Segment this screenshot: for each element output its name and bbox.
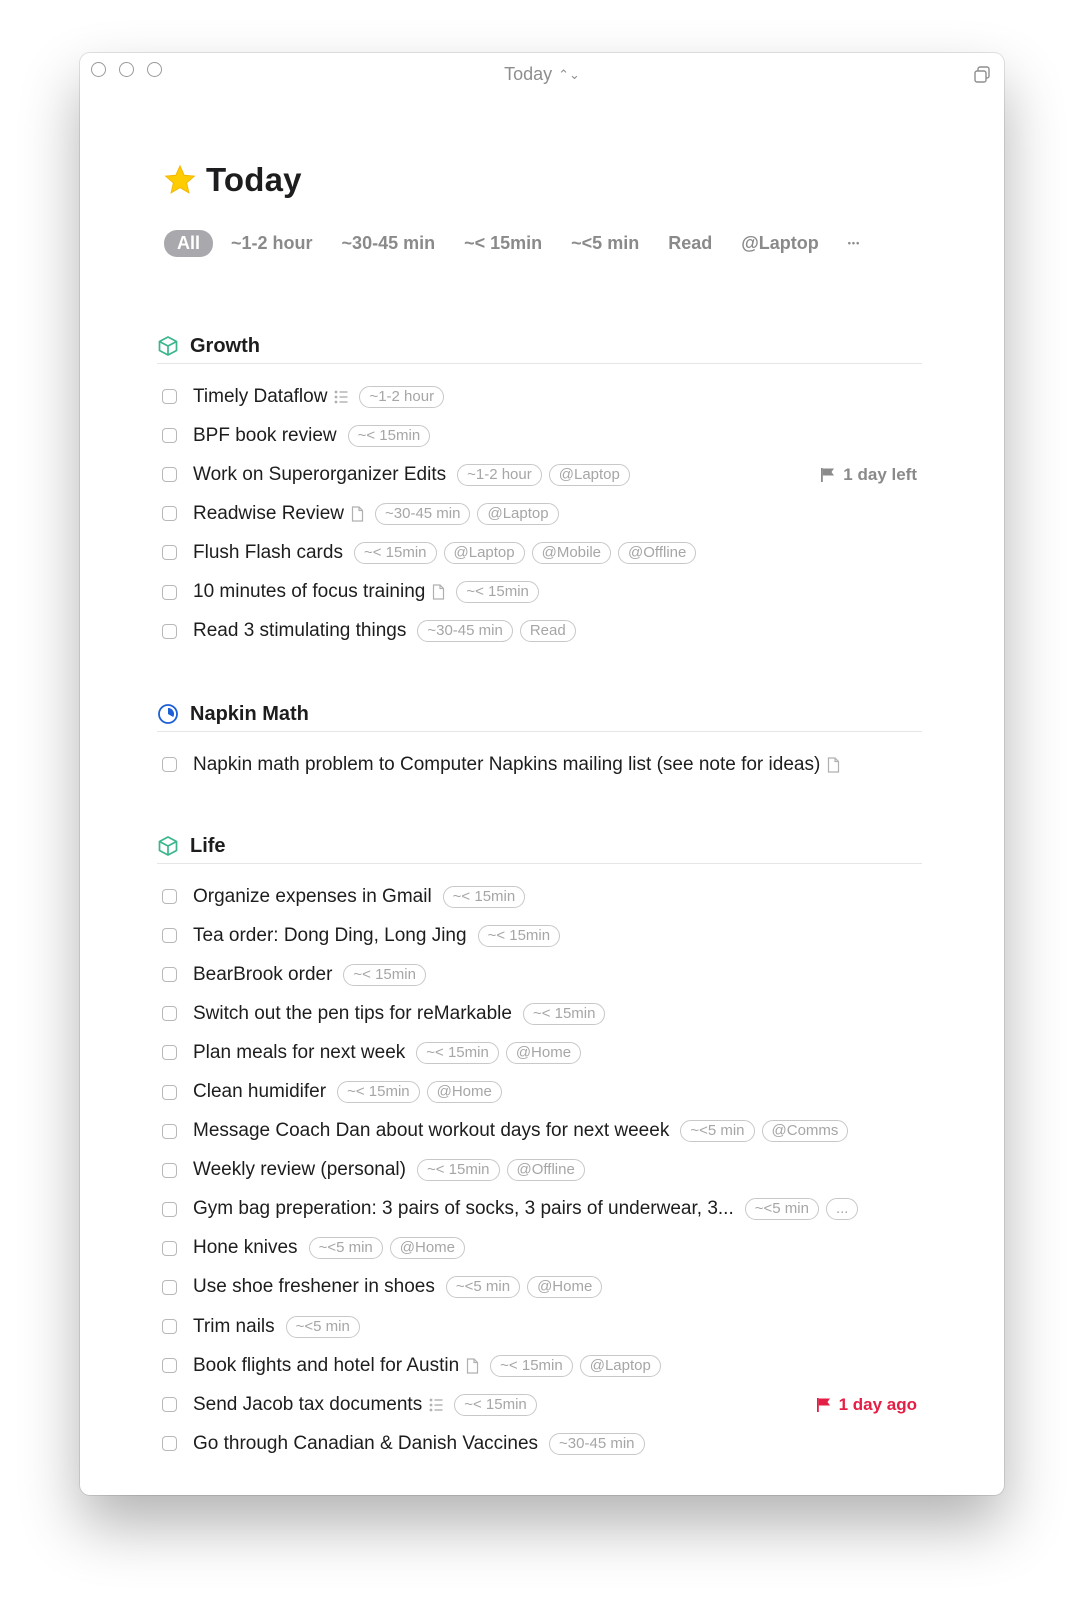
tag-pill[interactable]: @Laptop <box>549 464 630 486</box>
note-icon <box>827 757 840 773</box>
tag-pill[interactable]: @Offline <box>507 1159 585 1181</box>
task-title: Readwise Review <box>193 502 345 524</box>
task-tags <box>375 503 566 525</box>
tag-pill[interactable]: @Home <box>390 1237 465 1259</box>
task-row[interactable] <box>157 1307 922 1346</box>
tag-pill[interactable]: ~<5 min <box>286 1316 360 1338</box>
task-checkbox[interactable] <box>162 428 177 443</box>
task-row[interactable] <box>157 1190 922 1229</box>
tag-pill[interactable]: ~< 15min <box>456 581 539 603</box>
checklist-icon <box>429 1397 443 1413</box>
more-filters-icon[interactable]: ••• <box>847 238 861 248</box>
task-tags <box>309 1237 472 1259</box>
section-title: Napkin Math <box>190 702 309 725</box>
task-row[interactable] <box>157 533 922 572</box>
task-checkbox[interactable] <box>162 467 177 482</box>
task-checkbox[interactable] <box>162 1045 177 1060</box>
task-tags <box>745 1198 866 1220</box>
section-header[interactable] <box>157 329 922 364</box>
tag-pill[interactable]: ~< 15min <box>454 1394 537 1416</box>
task-checkbox[interactable] <box>162 506 177 521</box>
tag-pill[interactable]: @Home <box>527 1276 602 1298</box>
task-tags <box>343 964 433 986</box>
task-checkbox[interactable] <box>162 1280 177 1295</box>
tag-pill[interactable]: ~< 15min <box>478 925 561 947</box>
tag-pill[interactable]: Read <box>520 620 576 642</box>
tag-pill[interactable]: ~< 15min <box>417 1159 500 1181</box>
task-title: Send Jacob tax documents <box>193 1393 423 1415</box>
task-title: Book flights and hotel for Austin <box>193 1354 460 1376</box>
deadline-text: 1 day left <box>843 464 917 484</box>
task-row[interactable] <box>157 377 922 416</box>
task-row[interactable] <box>157 1112 922 1151</box>
task-row[interactable] <box>157 1151 922 1190</box>
task-tags <box>454 1394 544 1416</box>
task-row[interactable] <box>157 916 922 955</box>
task-tags <box>417 1159 592 1181</box>
task-title: Switch out the pen tips for reMarkable <box>193 1002 512 1024</box>
task-checkbox[interactable] <box>162 1163 177 1178</box>
tag-pill[interactable]: @Laptop <box>580 1355 661 1377</box>
tag-pill[interactable]: @Offline <box>618 542 696 564</box>
tag-pill[interactable]: ~< 15min <box>416 1042 499 1064</box>
task-row[interactable] <box>157 416 922 455</box>
project-progress-icon <box>157 703 179 725</box>
task-checkbox[interactable] <box>162 545 177 560</box>
task-tags <box>359 386 451 408</box>
tag-pill[interactable]: ~30-45 min <box>375 503 470 525</box>
page-title: Today <box>206 161 302 198</box>
section-life <box>157 829 922 1463</box>
task-title: BPF book review <box>193 424 337 446</box>
chevron-updown-icon: ⌃⌄ <box>558 67 580 82</box>
task-checkbox[interactable] <box>162 889 177 904</box>
deadline-text: 1 day ago <box>838 1394 917 1414</box>
task-checkbox[interactable] <box>162 967 177 982</box>
tag-pill[interactable]: ~< 15min <box>348 425 431 447</box>
task-tags <box>446 1276 609 1298</box>
task-row[interactable] <box>157 955 922 994</box>
filter-all[interactable]: All <box>164 230 213 257</box>
window-title: Today <box>504 64 553 84</box>
task-title: Timely Dataflow <box>193 385 328 407</box>
task-tags <box>680 1120 855 1142</box>
task-checkbox[interactable] <box>162 624 177 639</box>
section-growth <box>157 329 922 651</box>
task-checkbox[interactable] <box>162 928 177 943</box>
task-tags <box>549 1433 651 1455</box>
task-tags <box>523 1003 613 1025</box>
task-tags <box>456 581 546 603</box>
task-checkbox[interactable] <box>162 1397 177 1412</box>
tag-pill[interactable]: @Home <box>427 1081 502 1103</box>
task-tags <box>478 925 568 947</box>
window-title-switcher[interactable] <box>80 64 1004 85</box>
section-title: Growth <box>190 334 260 357</box>
filter-tag[interactable]: ~1-2 hour <box>231 232 313 253</box>
task-title: Work on Superorganizer Edits <box>193 463 447 485</box>
task-row[interactable] <box>157 1268 922 1307</box>
title-bar <box>80 53 1004 93</box>
app-window <box>80 53 1004 1495</box>
tag-pill[interactable]: ~< 15min <box>443 886 526 908</box>
page-heading <box>164 161 302 199</box>
section-title: Life <box>190 834 226 857</box>
task-row[interactable] <box>157 1385 922 1424</box>
task-row[interactable] <box>157 1072 922 1111</box>
tag-pill[interactable]: @Mobile <box>532 542 611 564</box>
task-checkbox[interactable] <box>162 389 177 404</box>
tag-pill[interactable]: ~<5 min <box>309 1237 383 1259</box>
task-row[interactable] <box>157 612 922 651</box>
tag-pill[interactable]: ~1-2 hour <box>359 386 444 408</box>
checklist-icon <box>334 389 348 405</box>
note-icon <box>432 584 445 600</box>
task-tags <box>286 1316 367 1338</box>
task-checkbox[interactable] <box>162 1006 177 1021</box>
duplicate-window-icon[interactable] <box>972 65 992 85</box>
task-row[interactable] <box>157 494 922 533</box>
tag-pill[interactable]: ~<5 min <box>745 1198 819 1220</box>
task-checkbox[interactable] <box>162 585 177 600</box>
task-tags <box>348 425 438 447</box>
tag-pill[interactable]: ~1-2 hour <box>457 464 542 486</box>
tag-filter-bar <box>164 230 860 256</box>
deadline-flag-icon <box>820 467 836 483</box>
task-tags <box>443 886 533 908</box>
star-icon <box>164 164 196 196</box>
task-row[interactable] <box>157 877 922 916</box>
task-tags <box>490 1355 668 1377</box>
task-row[interactable] <box>157 455 922 494</box>
task-checkbox[interactable] <box>162 1241 177 1256</box>
tag-pill[interactable]: ~< 15min <box>343 964 426 986</box>
section-header[interactable] <box>157 829 922 864</box>
tag-pill[interactable]: ~< 15min <box>490 1355 573 1377</box>
task-title: Trim nails <box>193 1315 275 1337</box>
task-tags <box>416 1042 588 1064</box>
tag-pill[interactable]: @Laptop <box>444 542 525 564</box>
deadline-flag-icon <box>816 1397 832 1413</box>
tag-pill[interactable]: @Home <box>506 1042 581 1064</box>
task-row[interactable] <box>157 1424 922 1463</box>
tag-pill[interactable]: ~30-45 min <box>549 1433 644 1455</box>
task-row[interactable] <box>157 994 922 1033</box>
note-icon <box>466 1358 479 1374</box>
task-row[interactable] <box>157 745 922 784</box>
task-deadline <box>820 465 917 485</box>
task-tags <box>354 542 703 564</box>
tag-pill[interactable]: ~< 15min <box>354 542 437 564</box>
task-tags <box>337 1081 509 1103</box>
task-row[interactable] <box>157 1346 922 1385</box>
task-title: Napkin math problem to Computer Napkins mailing list (see note for ideas) <box>193 753 821 775</box>
task-title: Weekly review (personal) <box>193 1159 406 1181</box>
tag-pill[interactable]: @Laptop <box>477 503 558 525</box>
section-napkin-math <box>157 697 922 784</box>
task-title: Clean humidifer <box>193 1081 327 1103</box>
tag-pill[interactable]: ~< 15min <box>337 1081 420 1103</box>
task-checkbox[interactable] <box>162 1202 177 1217</box>
task-title: 10 minutes of focus training <box>193 581 426 603</box>
task-title: Read 3 stimulating things <box>193 620 407 642</box>
task-title: Use shoe freshener in shoes <box>193 1276 435 1298</box>
task-checkbox[interactable] <box>162 1124 177 1139</box>
filter-tag[interactable]: Read <box>668 232 713 253</box>
section-header[interactable] <box>157 697 922 732</box>
task-title: Message Coach Dan about workout days for next weeek <box>193 1120 670 1142</box>
area-cube-icon <box>157 335 179 357</box>
task-deadline <box>816 1395 917 1415</box>
tag-pill[interactable]: ~<5 min <box>680 1120 754 1142</box>
tag-pill[interactable]: ~<5 min <box>446 1276 520 1298</box>
task-title: Go through Canadian & Danish Vaccines <box>193 1432 539 1454</box>
area-cube-icon <box>157 835 179 857</box>
tag-pill[interactable]: ~< 15min <box>523 1003 606 1025</box>
task-tags <box>417 620 582 642</box>
note-icon <box>351 506 364 522</box>
filter-tag[interactable]: ~<5 min <box>571 232 640 253</box>
task-title: BearBrook order <box>193 963 333 985</box>
task-title: Organize expenses in Gmail <box>193 885 432 907</box>
filter-tag[interactable]: ~30-45 min <box>341 232 436 253</box>
task-checkbox[interactable] <box>162 1436 177 1451</box>
task-checkbox[interactable] <box>162 757 177 772</box>
task-title: Flush Flash cards <box>193 541 343 563</box>
task-checkbox[interactable] <box>162 1319 177 1334</box>
task-checkbox[interactable] <box>162 1358 177 1373</box>
task-row[interactable] <box>157 572 922 611</box>
task-tags <box>457 464 637 486</box>
task-title: Gym bag preperation: 3 pairs of socks, 3 pairs of underwear, 3... <box>193 1198 734 1220</box>
task-title: Hone knives <box>193 1237 298 1259</box>
task-checkbox[interactable] <box>162 1085 177 1100</box>
task-title: Plan meals for next week <box>193 1041 406 1063</box>
task-row[interactable] <box>157 1229 922 1268</box>
tag-pill[interactable]: ... <box>826 1198 859 1220</box>
task-title: Tea order: Dong Ding, Long Jing <box>193 924 467 946</box>
tag-pill[interactable]: @Comms <box>762 1120 849 1142</box>
tag-pill[interactable]: ~30-45 min <box>417 620 512 642</box>
task-row[interactable] <box>157 1033 922 1072</box>
filter-tag[interactable]: ~< 15min <box>464 232 543 253</box>
filter-tag[interactable]: @Laptop <box>741 232 819 253</box>
